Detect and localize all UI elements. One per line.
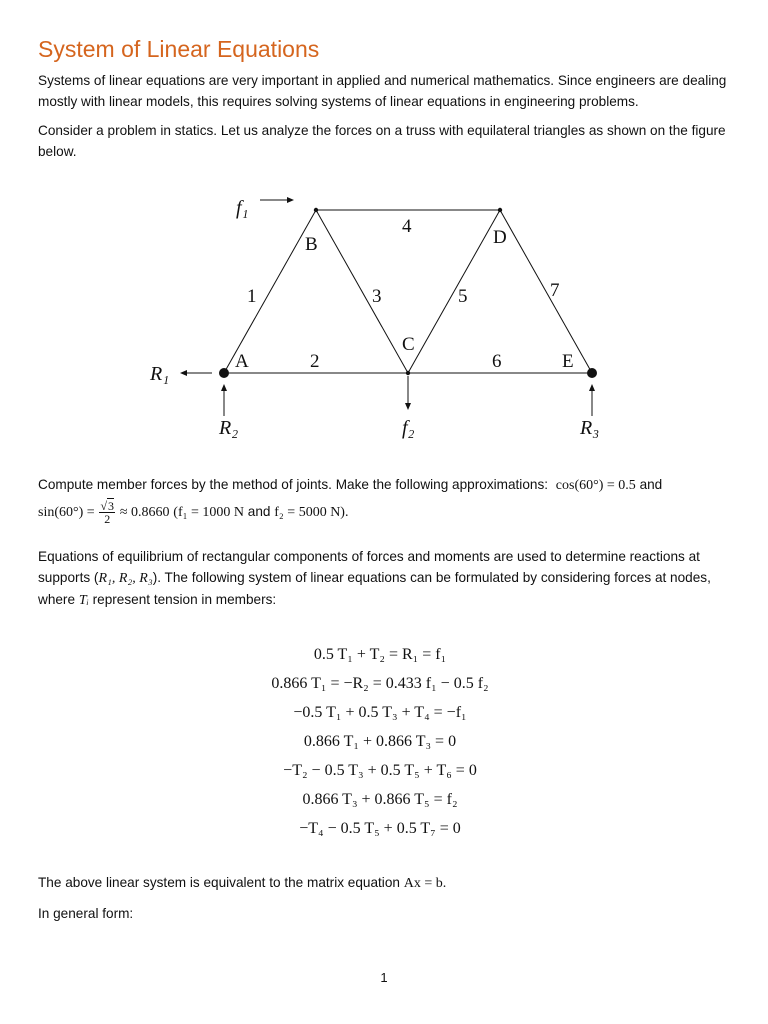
member-label-7: 7 (550, 280, 560, 301)
f1-value: (f₁ = 1000 N (173, 505, 244, 521)
node-label-e: E (562, 351, 574, 372)
force-label-r2: R₂ (219, 417, 239, 439)
f2-value: f₂ = 5000 N). (274, 505, 349, 521)
equilibrium-text-1: Equations of equilibrium of rectangular components of forces and moments are used to determine reactions at supports ( (38, 549, 700, 585)
member-label-1: 1 (247, 286, 257, 307)
truss-figure (140, 190, 620, 450)
compute-text: Compute member forces by the method of joints. Make the following approximations: (38, 477, 549, 492)
node-label-d: D (493, 227, 507, 248)
approximations-line-1 (38, 474, 738, 496)
r2-arrowhead (221, 384, 227, 391)
member-label-3: 3 (372, 286, 382, 307)
statics-paragraph: Consider a problem in statics. Let us analyze the forces on a truss with equilateral triangles as shown on the figure below. (38, 123, 726, 159)
node-d-dot (498, 208, 502, 212)
member-label-6: 6 (492, 351, 502, 372)
tension-variable: Tᵢ (78, 593, 89, 608)
node-b-dot (314, 208, 318, 212)
intro-paragraph: Systems of linear equations are very important in applied and numerical mathematics. Since engineers are dealing mostly with linear models, this requires solving systems of linear equations in engineering problems. (38, 73, 727, 109)
equilibrium-text-2: ). The following system of linear equations can be formulated by considering forces at nodes, where (38, 570, 711, 607)
equilibrium-text-3: represent tension in members: (92, 592, 277, 607)
force-label-f1: f₁ (236, 197, 249, 219)
equilibrium-paragraph (38, 546, 738, 611)
member-5-line (408, 210, 500, 373)
page-number: 1 (380, 970, 388, 985)
matrix-text: The above linear system is equivalent to the matrix equation (38, 875, 400, 890)
matrix-equation: Ax = b. (403, 876, 447, 891)
member-label-5: 5 (458, 286, 468, 307)
node-label-b: B (305, 234, 318, 255)
f2-arrowhead (405, 403, 411, 410)
equation-5: −T₂ − 0.5 T₃ + 0.5 T₅ + T₆ = 0 (283, 762, 477, 779)
member-7-line (500, 210, 592, 373)
sin60-rhs: ≈ 0.8660 (119, 505, 170, 521)
approximations-line-2 (38, 500, 738, 525)
member-label-2: 2 (310, 351, 320, 372)
sqrt3-radicand: 3 (108, 499, 115, 513)
equation-7: −T₄ − 0.5 T₅ + 0.5 T₇ = 0 (299, 820, 461, 837)
member-label-4: 4 (402, 216, 412, 237)
node-e-dot (587, 368, 597, 378)
general-form-label: In general form: (38, 906, 134, 921)
r1-arrowhead (180, 370, 187, 376)
node-c-dot (406, 371, 410, 375)
node-a-dot (219, 368, 229, 378)
node-label-a: A (235, 351, 249, 372)
equation-system (200, 640, 560, 843)
sin60-lhs: sin(60°) = (38, 505, 95, 521)
equation-4: 0.866 T₁ + 0.866 T₃ = 0 (303, 733, 457, 750)
force-label-r3: R₃ (580, 417, 600, 439)
force-label-r1: R₁ (150, 363, 170, 385)
sqrt3-over-2-fraction: $\frac{√3}{2}$ (100, 499, 115, 526)
and-text-1: and (639, 477, 663, 492)
reactions-list: R₁, R₂, R₃ (98, 571, 153, 586)
fraction-denominator: 2 (104, 512, 111, 526)
r3-arrowhead (589, 384, 595, 391)
equation-2: 0.866 T₁ = −R₂ = 0.433 f₁ − 0.5 f₂ (271, 675, 489, 692)
equation-3: −0.5 T₁ + 0.5 T₃ + T₄ = −f₁ (293, 704, 467, 721)
node-label-c: C (402, 334, 415, 355)
equation-1: 0.5 T₁ + T₂ = R₁ = f₁ (313, 646, 447, 663)
cos60-expression: cos(60°) = 0.5 (555, 478, 636, 493)
and-text-2: and (247, 504, 271, 520)
equation-6: 0.866 T₃ + 0.866 T₅ = f₂ (302, 791, 458, 808)
matrix-equation-line (38, 872, 738, 894)
member-3-line (316, 210, 408, 373)
page-title: System of Linear Equations (38, 36, 320, 62)
force-label-f2: f₂ (402, 417, 415, 439)
f1-arrowhead (287, 197, 294, 203)
member-1-line (224, 210, 316, 373)
